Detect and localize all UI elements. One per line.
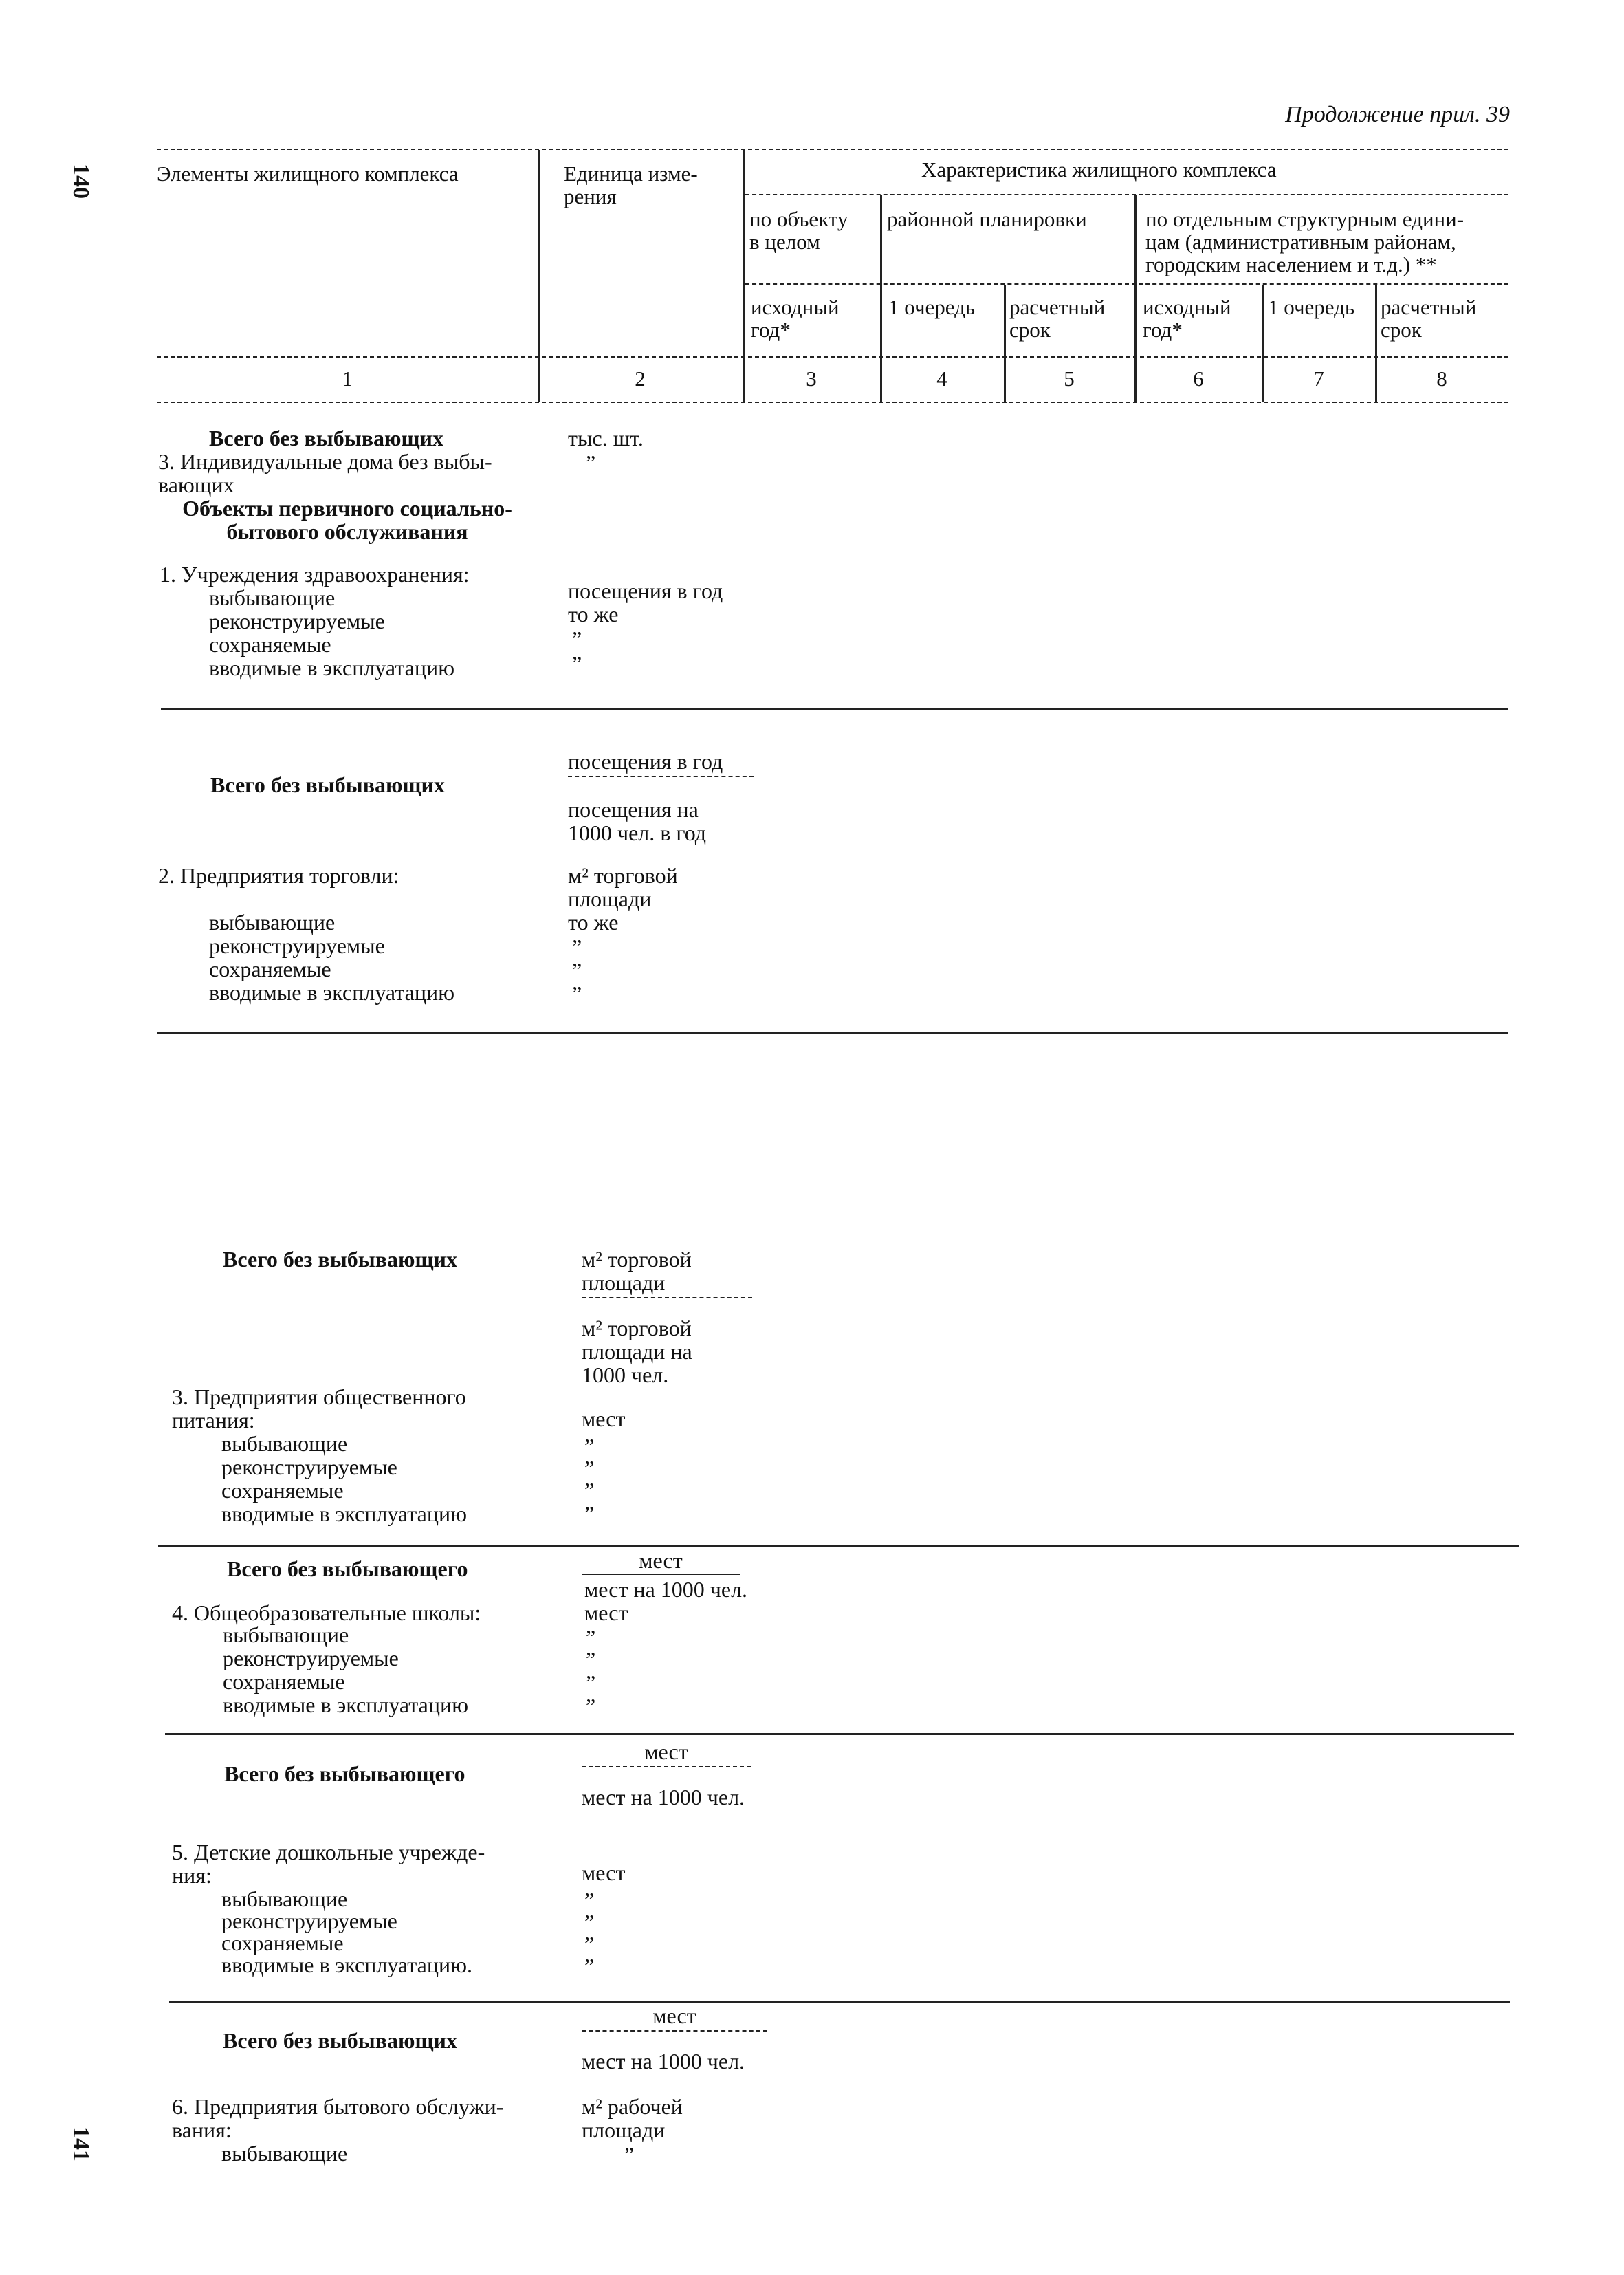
header-calc-term-2: расчетный срок [1381,295,1477,342]
header-rule-nums-top [157,356,1508,358]
preschool-total-label: Всего без выбывающих [223,2028,457,2053]
col-num-6: 6 [1193,367,1204,391]
schools-item-4: вводимые в эксплуатацию [223,1692,469,1717]
header-structural: по отдельным структурным едини- цам (административным районам, городским населением и т.д.) ** [1145,207,1464,276]
trade-unit-3: ” [572,958,582,983]
preschool-rule [169,2001,1510,2003]
health-unit-2: то же [568,602,619,627]
header-initial-year-2: исходный год* [1143,295,1231,342]
catering-total-den: мест на 1000 чел. [584,1577,748,1602]
schools-item-2: реконструируемые [223,1646,399,1670]
trade-unit-4: ” [572,981,582,1006]
header-first-stage-2: 1 очередь [1268,295,1355,319]
trade-title-unit: м² торговой площади [568,863,678,911]
catering-title-unit: мест [582,1406,626,1431]
preschool-total-den: мест на 1000 чел. [582,2049,745,2073]
health-unit-3: ” [572,627,582,651]
health-total-label: Всего без выбывающих [210,772,445,797]
catering-item-2: реконструируемые [221,1455,397,1479]
objects-title: Объекты первичного социально- бытового обслуживания [182,496,512,544]
services-unit-1: ” [624,2142,635,2167]
catering-item-4: вводимые в эксплуатацию [221,1501,468,1526]
col-num-5: 5 [1064,367,1075,391]
trade-item-4: вводимые в эксплуатацию [209,980,455,1005]
header-characteristic: Характеристика жилищного комплекса [921,157,1277,182]
header-unit: Единица изме- рения [564,162,698,208]
vline-1 [538,150,540,402]
header-calc-term: расчетный срок [1009,295,1106,342]
trade-total-label: Всего без выбывающих [223,1247,457,1272]
trade-unit-2: ” [572,935,582,959]
catering-total-label: Всего без выбывающего [227,1556,468,1581]
preschool-title-unit: мест [582,1860,626,1885]
trade-item-1: выбывающие [209,910,336,935]
header-rule-nums-bottom [157,402,1508,403]
col-num-8: 8 [1436,367,1447,391]
total-unit-houses: тыс. шт. [568,426,644,450]
catering-rule [158,1545,1519,1547]
schools-item-3: сохраняемые [223,1669,345,1694]
services-title: 6. Предприятия бытового обслужи- вания: [172,2094,504,2142]
schools-total-label: Всего без выбывающего [224,1761,465,1786]
catering-title: 3. Предприятия общественного питания: [172,1384,466,1433]
header-district: районной планировки [887,207,1087,231]
header-rule-sub [745,194,1508,195]
header-whole: по объекту в целом [749,207,848,254]
catering-unit-4: ” [584,1501,595,1526]
trade-total-num: м² торговой площади [582,1248,752,1298]
trade-rule [157,1032,1508,1034]
schools-item-1: выбывающие [223,1622,349,1647]
catering-unit-1: ” [584,1434,595,1459]
header-rule-sub2 [745,283,1508,285]
health-title: 1. Учреждения здравоохранения: [160,562,470,587]
health-item-1: выбывающие [209,585,336,610]
header-initial-year: исходный год* [751,295,840,342]
schools-unit-4: ” [586,1694,596,1719]
preschool-unit-1: ” [584,1888,595,1913]
catering-unit-2: ” [584,1456,595,1481]
health-item-3: сохраняемые [209,632,331,657]
continuation-label: Продолжение прил. 39 [1285,102,1510,127]
services-item-1: выбывающие [221,2141,348,2166]
health-rule [161,708,1508,710]
preschool-item-3: сохраняемые [221,1930,344,1955]
trade-total-den: м² торговой площади на 1000 чел. [582,1316,692,1387]
col-num-3: 3 [806,367,817,391]
schools-total-den: мест на 1000 чел. [582,1785,745,1809]
preschool-title: 5. Детские дошкольные учрежде- ния: [172,1840,485,1888]
catering-item-3: сохраняемые [221,1478,344,1503]
catering-total-num: мест [582,1549,740,1575]
trade-unit-1: то же [568,910,619,935]
page-number-top: 140 [68,164,94,199]
preschool-item-1: выбывающие [221,1886,348,1911]
header-first-stage: 1 очередь [888,295,976,319]
trade-item-2: реконструируемые [209,933,385,958]
page-number-bottom: 141 [68,2126,94,2162]
catering-unit-3: ” [584,1478,595,1503]
col-num-2: 2 [635,367,646,391]
schools-total-num: мест [582,1740,751,1767]
header-elements: Элементы жилищного комплекса [157,162,459,186]
schools-title-unit: мест [584,1600,628,1625]
health-unit-1: посещения в год [568,578,723,603]
preschool-unit-2: ” [584,1910,595,1935]
col-num-1: 1 [342,367,353,391]
total-label-houses: Всего без выбывающих [209,426,443,450]
schools-unit-1: ” [586,1625,596,1650]
schools-rule [165,1733,1514,1735]
preschool-item-2: реконструируемые [221,1908,397,1933]
health-item-2: реконструируемые [209,609,385,633]
schools-title: 4. Общеобразовательные школы: [172,1600,481,1625]
individual-houses-unit: ” [586,450,596,475]
health-item-4: вводимые в эксплуатацию [209,655,455,680]
individual-houses-label: 3. Индивидуальные дома без выбы- вающих [158,449,492,497]
preschool-item-4: вводимые в эксплуатацию. [221,1952,473,1977]
header-top-rule [157,149,1508,150]
schools-unit-3: ” [586,1670,596,1695]
col-num-7: 7 [1313,367,1324,391]
vline-2 [743,150,745,402]
preschool-unit-4: ” [584,1954,595,1979]
health-total-den: посещения на 1000 чел. в год [568,797,707,845]
health-unit-4: ” [572,651,582,676]
trade-title: 2. Предприятия торговли: [158,863,399,888]
preschool-unit-3: ” [584,1932,595,1957]
health-total-num: посещения в год [568,750,754,777]
trade-item-3: сохраняемые [209,957,331,981]
schools-unit-2: ” [586,1647,596,1672]
col-num-4: 4 [936,367,947,391]
services-title-unit: м² рабочей площади [582,2094,683,2142]
preschool-total-num: мест [582,2004,767,2032]
catering-item-1: выбывающие [221,1431,348,1456]
